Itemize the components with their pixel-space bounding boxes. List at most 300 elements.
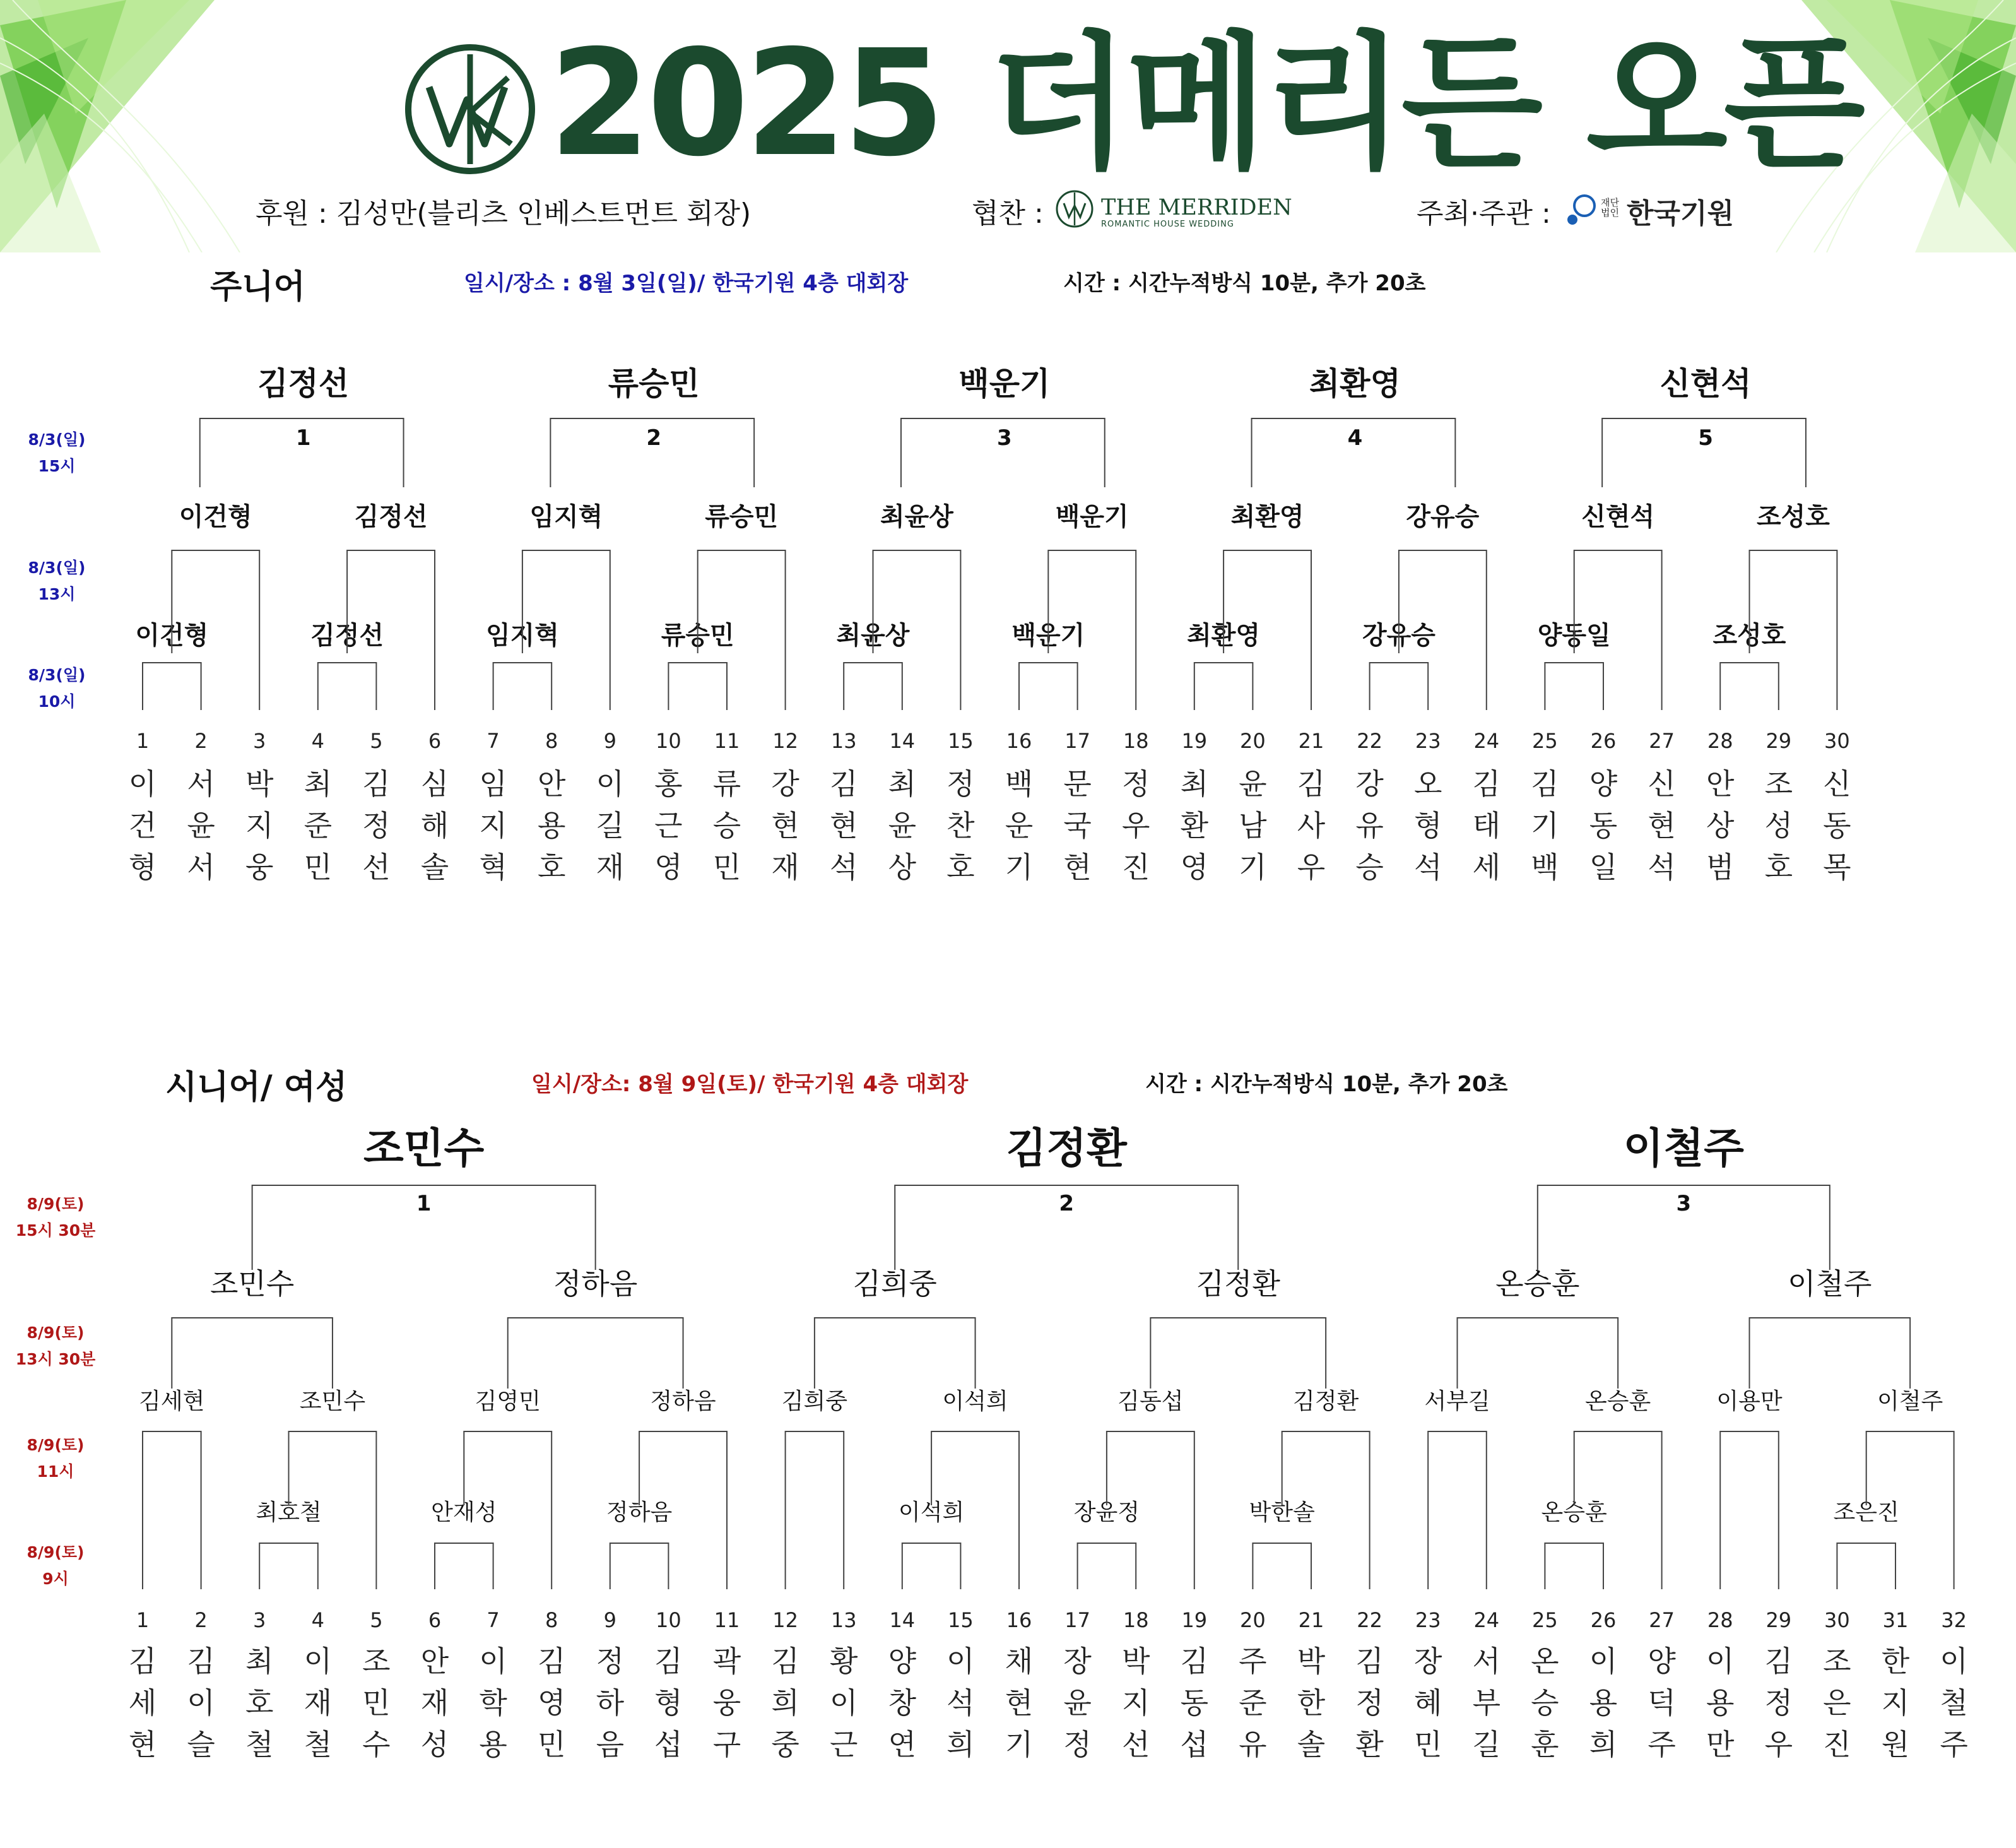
seed-number: 3 [253, 1608, 266, 1632]
player-name-char: 안 [420, 1644, 449, 1678]
player-name-char: 음 [596, 1727, 625, 1762]
player-name-char: 박 [245, 767, 274, 801]
seed-number: 17 [1064, 1608, 1090, 1632]
player-name-char: 현 [128, 1727, 157, 1762]
seed-number: 23 [1415, 1608, 1441, 1632]
player-name-char: 조 [1764, 767, 1793, 801]
tournament-title: 2025 더메리든 오픈 [549, 18, 1861, 189]
player-name-char: 윤 [187, 808, 215, 843]
seed-number: 19 [1181, 1608, 1208, 1632]
group-winner: 최환영 [1309, 365, 1401, 402]
player-name-char: 최 [1180, 767, 1209, 801]
seed-number: 10 [656, 1608, 681, 1632]
player-name-char: 민 [304, 850, 333, 884]
round1-bracket [1370, 663, 1429, 710]
round2-winner: 조민수 [299, 1389, 366, 1414]
round1-bracket [1545, 663, 1603, 710]
player-name-char: 지 [1881, 1686, 1910, 1720]
player-name-char: 이 [1940, 1644, 1968, 1678]
player-name-char: 사 [1297, 808, 1326, 843]
round2-winner: 정하음 [650, 1389, 716, 1414]
seed-number: 8 [545, 729, 558, 753]
player-name-char: 김 [187, 1644, 215, 1678]
player-name-char: 재 [596, 850, 625, 884]
player-name-char: 강 [771, 767, 799, 801]
round1-winner: 백운기 [1011, 621, 1085, 650]
seed-number: 15 [948, 729, 974, 753]
player-name-char: 이 [946, 1644, 975, 1678]
group-number: 1 [416, 1191, 432, 1216]
seed-number: 18 [1123, 729, 1149, 753]
round-time-label: 9시 [42, 1570, 69, 1588]
player-name-char: 이 [596, 767, 625, 801]
player-name-char: 장 [1413, 1644, 1442, 1678]
player-name-char: 영 [537, 1686, 566, 1720]
player-name-char: 정 [946, 767, 975, 801]
seed-number: 2 [194, 1608, 208, 1632]
player-name-char: 구 [712, 1727, 741, 1762]
round3-winner: 김희중 [852, 1267, 937, 1301]
player-name-char: 재 [420, 1686, 449, 1720]
round2-winner: 최윤상 [880, 502, 953, 531]
group-winner: 신현석 [1659, 365, 1752, 402]
seed-number: 20 [1240, 729, 1266, 753]
player-name-char: 철 [1940, 1686, 1968, 1720]
round2-winner: 김영민 [475, 1389, 541, 1414]
round-date-label: 8/3(일) [28, 559, 86, 577]
player-name-char: 호 [537, 850, 566, 884]
player-name-char: 환 [1180, 808, 1209, 843]
round2-winner: 김동섭 [1117, 1389, 1184, 1414]
seed-number: 32 [1941, 1608, 1967, 1632]
player-name-char: 한 [1881, 1644, 1910, 1678]
seed-number: 28 [1707, 1608, 1733, 1632]
player-name-char: 김 [128, 1644, 157, 1678]
round1-winner: 장윤정 [1073, 1500, 1140, 1525]
cosponsor-subtitle: ROMANTIC HOUSE WEDDING [1101, 220, 1234, 229]
player-name-char: 양 [888, 1644, 917, 1678]
player-name-char: 정 [596, 1644, 625, 1678]
round1-winner: 최환영 [1187, 621, 1261, 650]
seed-number: 13 [830, 1608, 857, 1632]
seed-number: 8 [545, 1608, 558, 1632]
player-name-char: 세 [128, 1686, 157, 1720]
sponsor-text: 후원 : 김성만(블리츠 인베스트먼트 회장) [256, 198, 752, 230]
player-name-char: 김 [829, 767, 858, 801]
player-name-char: 주 [1239, 1644, 1267, 1678]
round1-bracket [610, 1543, 669, 1589]
player-name-char: 동 [1180, 1686, 1209, 1720]
player-name-char: 승 [1531, 1686, 1559, 1720]
player-name-char: 성 [420, 1727, 449, 1762]
player-name-char: 기 [1005, 1727, 1034, 1762]
round1-winner: 정하음 [606, 1500, 673, 1525]
player-name-char: 원 [1881, 1727, 1910, 1762]
player-name-char: 섭 [1180, 1727, 1209, 1762]
round2-winner: 이건형 [179, 502, 252, 531]
player-name-char: 덕 [1648, 1686, 1676, 1720]
player-name-char: 지 [479, 808, 507, 843]
player-name-char: 용 [479, 1727, 507, 1762]
player-name-char: 중 [771, 1727, 799, 1762]
player-name-char: 수 [362, 1727, 391, 1762]
round2-winner: 김정환 [1292, 1389, 1359, 1414]
player-name-char: 선 [362, 850, 391, 884]
seed-number: 30 [1824, 729, 1850, 753]
player-name-char: 이 [128, 767, 157, 801]
player-name-char: 주 [1940, 1727, 1968, 1762]
player-name-char: 찬 [946, 808, 975, 843]
player-name-char: 현 [1063, 850, 1092, 884]
round-time-label: 13시 30분 [15, 1350, 96, 1368]
group-winner: 조민수 [363, 1124, 485, 1173]
player-name-char: 김 [1472, 767, 1501, 801]
seed-number: 5 [370, 1608, 383, 1632]
player-name-char: 해 [420, 808, 449, 843]
player-name-char: 곽 [712, 1644, 741, 1678]
player-name-char: 은 [1823, 1686, 1851, 1720]
player-name-char: 정 [1355, 1686, 1384, 1720]
player-name-char: 김 [1355, 1644, 1384, 1678]
seed-number: 4 [311, 1608, 324, 1632]
group-number: 3 [997, 425, 1012, 451]
player-name-char: 건 [128, 808, 157, 843]
player-name-char: 동 [1589, 808, 1618, 843]
player-name-char: 이 [1706, 1644, 1735, 1678]
player-name-char: 김 [1764, 1644, 1793, 1678]
player-name-char: 김 [771, 1644, 799, 1678]
round1-bracket [1837, 1543, 1895, 1589]
round3-winner: 정하음 [553, 1267, 638, 1301]
round1-bracket [143, 663, 201, 710]
seed-number: 21 [1298, 729, 1324, 753]
seed-number: 15 [948, 1608, 974, 1632]
player-name-char: 이 [187, 1686, 215, 1720]
seed-number: 29 [1765, 729, 1792, 753]
round2-winner: 김세현 [139, 1389, 205, 1414]
player-name-char: 민 [712, 850, 741, 884]
round3-winner: 조민수 [209, 1267, 295, 1301]
player-name-char: 용 [537, 808, 566, 843]
player-name-char: 현 [771, 808, 799, 843]
player-name-char: 서 [187, 850, 215, 884]
player-name-char: 준 [1239, 1686, 1267, 1720]
player-name-char: 형 [128, 850, 157, 884]
player-name-char: 진 [1823, 1727, 1851, 1762]
player-name-char: 현 [1005, 1686, 1034, 1720]
round1-bracket [902, 1543, 961, 1589]
round2-winner: 백운기 [1055, 502, 1129, 531]
seed-number: 9 [603, 729, 616, 753]
seed-number: 24 [1473, 729, 1500, 753]
player-name-char: 혜 [1413, 1686, 1442, 1720]
player-name-char: 세 [1472, 850, 1501, 884]
player-name-char: 동 [1823, 808, 1851, 843]
seed-number: 7 [486, 1608, 500, 1632]
player-name-char: 이 [1589, 1644, 1618, 1678]
player-name-char: 형 [1413, 808, 1442, 843]
round-date-label: 8/3(일) [28, 430, 86, 449]
seed-number: 19 [1181, 729, 1208, 753]
round1-winner: 박한솔 [1249, 1500, 1315, 1525]
seed-number: 16 [1006, 1608, 1032, 1632]
group-winner: 백운기 [958, 365, 1051, 402]
senior-schedule: 일시/장소: 8월 9일(토)/ 한국기원 4층 대회장 [531, 1072, 969, 1097]
player-name-char: 부 [1472, 1686, 1501, 1720]
player-name-char: 근 [829, 1727, 858, 1762]
player-name-char: 김 [1297, 767, 1326, 801]
round1-bracket [318, 663, 377, 710]
player-name-char: 영 [654, 850, 683, 884]
player-name-char: 운 [1005, 808, 1034, 843]
round-time-label: 10시 [38, 692, 76, 711]
round3-bracket [1750, 1318, 1911, 1389]
player-name-char: 정 [362, 808, 391, 843]
seed-number: 29 [1765, 1608, 1792, 1632]
player-name-char: 범 [1706, 850, 1735, 884]
seed-number: 23 [1415, 729, 1441, 753]
player-name-char: 김 [362, 767, 391, 801]
senior-time-rule: 시간 : 시간누적방식 10분, 추가 20초 [1145, 1072, 1508, 1097]
player-name-char: 정 [1764, 1686, 1793, 1720]
player-name-char: 홍 [654, 767, 683, 801]
round1-bracket [435, 1543, 493, 1589]
round-date-label: 8/9(토) [27, 1195, 85, 1213]
player-name-char: 남 [1239, 808, 1267, 843]
player-name-char: 서 [187, 767, 215, 801]
player-name-char: 석 [1648, 850, 1676, 884]
player-name-char: 최 [245, 1644, 274, 1678]
player-name-char: 혁 [479, 850, 507, 884]
player-name-char: 정 [1121, 767, 1150, 801]
cosponsor-name: THE MERRIDEN [1101, 195, 1292, 220]
round2-winner: 온승훈 [1584, 1389, 1651, 1414]
player-name-char: 창 [888, 1686, 917, 1720]
player-name-char: 호 [1764, 850, 1793, 884]
seed-number: 6 [428, 729, 442, 753]
seed-number: 28 [1707, 729, 1733, 753]
player-name-char: 유 [1355, 808, 1384, 843]
player-name-char: 윤 [1239, 767, 1267, 801]
player-name-char: 김 [654, 1644, 683, 1678]
player-name-char: 승 [1355, 850, 1384, 884]
group-number: 5 [1698, 425, 1713, 451]
round-time-label: 15시 30분 [15, 1221, 96, 1240]
player-name-char: 태 [1472, 808, 1501, 843]
player-name-char: 솔 [420, 850, 449, 884]
round1-winner: 임지혁 [485, 621, 559, 650]
player-name-char: 최 [888, 767, 917, 801]
round1-winner: 최호철 [256, 1500, 322, 1525]
round3-bracket [508, 1318, 683, 1389]
round1-bracket [1253, 1543, 1311, 1589]
player-name-char: 이 [829, 1686, 858, 1720]
player-name-char: 하 [596, 1686, 625, 1720]
player-name-char: 채 [1005, 1644, 1034, 1678]
round2-bracket [1720, 1431, 1779, 1589]
host-label: 주최·주관 : [1417, 198, 1551, 230]
round1-bracket [1194, 663, 1253, 710]
round1-winner: 이석희 [898, 1500, 965, 1525]
player-name-char: 용 [1706, 1686, 1735, 1720]
player-name-char: 양 [1589, 767, 1618, 801]
player-name-char: 형 [654, 1686, 683, 1720]
player-name-char: 웅 [245, 850, 274, 884]
seed-number: 14 [889, 729, 916, 753]
player-name-char: 한 [1297, 1686, 1326, 1720]
round3-bracket [1458, 1318, 1618, 1389]
seed-number: 21 [1298, 1608, 1324, 1632]
seed-number: 5 [370, 729, 383, 753]
player-name-char: 환 [1355, 1727, 1384, 1762]
seed-number: 25 [1532, 729, 1558, 753]
player-name-char: 길 [1472, 1727, 1501, 1762]
round3-winner: 온승훈 [1495, 1267, 1580, 1301]
player-name-char: 안 [537, 767, 566, 801]
round1-bracket [844, 663, 902, 710]
player-name-char: 재 [304, 1686, 333, 1720]
round-time-label: 11시 [37, 1462, 74, 1481]
player-name-char: 호 [946, 850, 975, 884]
player-name-char: 안 [1706, 767, 1735, 801]
player-name-char: 서 [1472, 1644, 1501, 1678]
round1-winner: 강유승 [1362, 621, 1435, 650]
player-name-char: 민 [537, 1727, 566, 1762]
player-name-char: 성 [1764, 808, 1793, 843]
junior-schedule: 일시/장소 : 8월 3일(일)/ 한국기원 4층 대회장 [464, 271, 909, 296]
host-badge: 재단 법인 [1601, 197, 1619, 218]
player-name-char: 우 [1121, 808, 1150, 843]
seed-number: 12 [772, 729, 798, 753]
round2-winner: 이용만 [1716, 1389, 1783, 1414]
host-name: 한국기원 [1627, 198, 1735, 230]
round1-winner: 양동일 [1537, 621, 1611, 650]
player-name-char: 근 [654, 808, 683, 843]
round1-bracket [1545, 1543, 1603, 1589]
junior-section-title: 주니어 [210, 268, 305, 306]
player-name-char: 선 [1121, 1727, 1150, 1762]
player-name-char: 김 [1531, 767, 1559, 801]
seed-number: 22 [1357, 1608, 1382, 1632]
round1-bracket [1019, 663, 1078, 710]
seed-number: 9 [603, 1608, 616, 1632]
group-number: 2 [1059, 1191, 1075, 1216]
player-name-char: 오 [1413, 767, 1442, 801]
player-name-char: 류 [712, 767, 741, 801]
player-name-char: 온 [1531, 1644, 1559, 1678]
group-number: 4 [1347, 425, 1363, 451]
round1-bracket [668, 663, 727, 710]
player-name-char: 심 [420, 767, 449, 801]
round2-winner: 이석희 [942, 1389, 1008, 1414]
player-name-char: 현 [1648, 808, 1676, 843]
player-name-char: 강 [1355, 767, 1384, 801]
player-name-char: 솔 [1297, 1727, 1326, 1762]
player-name-char: 박 [1297, 1644, 1326, 1678]
group-winner: 김정선 [257, 365, 350, 402]
player-name-char: 웅 [712, 1686, 741, 1720]
round2-bracket [1428, 1431, 1487, 1589]
seed-number: 26 [1590, 729, 1617, 753]
player-name-char: 김 [1180, 1644, 1209, 1678]
round1-winner: 조은진 [1833, 1500, 1899, 1525]
player-name-char: 유 [1239, 1727, 1267, 1762]
seed-number: 1 [136, 1608, 150, 1632]
player-name-char: 박 [1121, 1644, 1150, 1678]
player-name-char: 국 [1063, 808, 1092, 843]
player-name-char: 백 [1005, 767, 1034, 801]
seed-number: 12 [772, 1608, 798, 1632]
player-name-char: 철 [304, 1727, 333, 1762]
player-name-char: 용 [1589, 1686, 1618, 1720]
player-name-char: 문 [1063, 767, 1092, 801]
player-name-char: 이 [479, 1644, 507, 1678]
seed-number: 16 [1006, 729, 1032, 753]
player-name-char: 황 [829, 1644, 858, 1678]
round1-winner: 류승민 [661, 621, 734, 650]
round2-winner: 서부길 [1424, 1389, 1490, 1414]
seed-number: 25 [1532, 1608, 1558, 1632]
player-name-char: 희 [1589, 1727, 1618, 1762]
round-date-label: 8/9(토) [27, 1543, 85, 1561]
round-time-label: 15시 [38, 457, 76, 475]
seed-number: 1 [136, 729, 150, 753]
seed-number: 17 [1064, 729, 1090, 753]
player-name-char: 기 [1239, 850, 1267, 884]
player-name-char: 학 [479, 1686, 507, 1720]
round2-winner: 이철주 [1877, 1389, 1943, 1414]
player-name-char: 재 [771, 850, 799, 884]
player-name-char: 승 [712, 808, 741, 843]
player-name-char: 조 [1823, 1644, 1851, 1678]
player-name-char: 신 [1648, 767, 1676, 801]
seed-number: 20 [1240, 1608, 1266, 1632]
seed-number: 10 [656, 729, 681, 753]
player-name-char: 임 [479, 767, 507, 801]
round1-winner: 안재성 [431, 1500, 497, 1525]
group-winner: 류승민 [608, 365, 700, 402]
player-name-char: 석 [946, 1686, 975, 1720]
player-name-char: 영 [1180, 850, 1209, 884]
group-winner: 이철주 [1623, 1124, 1744, 1173]
player-name-char: 우 [1297, 850, 1326, 884]
group-number: 3 [1676, 1191, 1692, 1216]
round1-bracket [493, 663, 552, 710]
round-date-label: 8/3(일) [28, 666, 86, 684]
player-name-char: 섭 [654, 1727, 683, 1762]
round3-bracket [172, 1318, 333, 1389]
player-name-char: 석 [829, 850, 858, 884]
seed-number: 22 [1357, 729, 1382, 753]
round2-winner: 임지혁 [529, 502, 603, 531]
round-date-label: 8/9(토) [27, 1436, 85, 1454]
player-name-char: 만 [1706, 1727, 1735, 1762]
player-name-char: 민 [362, 1686, 391, 1720]
player-name-char: 석 [1413, 850, 1442, 884]
seed-number: 24 [1473, 1608, 1500, 1632]
round1-winner: 이건형 [135, 621, 209, 650]
round1-winner: 조성호 [1712, 621, 1786, 650]
group-number: 2 [646, 425, 662, 451]
round-date-label: 8/9(토) [27, 1324, 85, 1342]
player-name-char: 민 [1413, 1727, 1442, 1762]
seed-number: 18 [1123, 1608, 1149, 1632]
player-name-char: 희 [946, 1727, 975, 1762]
player-name-char: 윤 [1063, 1686, 1092, 1720]
player-name-char: 상 [1706, 808, 1735, 843]
player-name-char: 지 [245, 808, 274, 843]
seed-number: 30 [1824, 1608, 1850, 1632]
